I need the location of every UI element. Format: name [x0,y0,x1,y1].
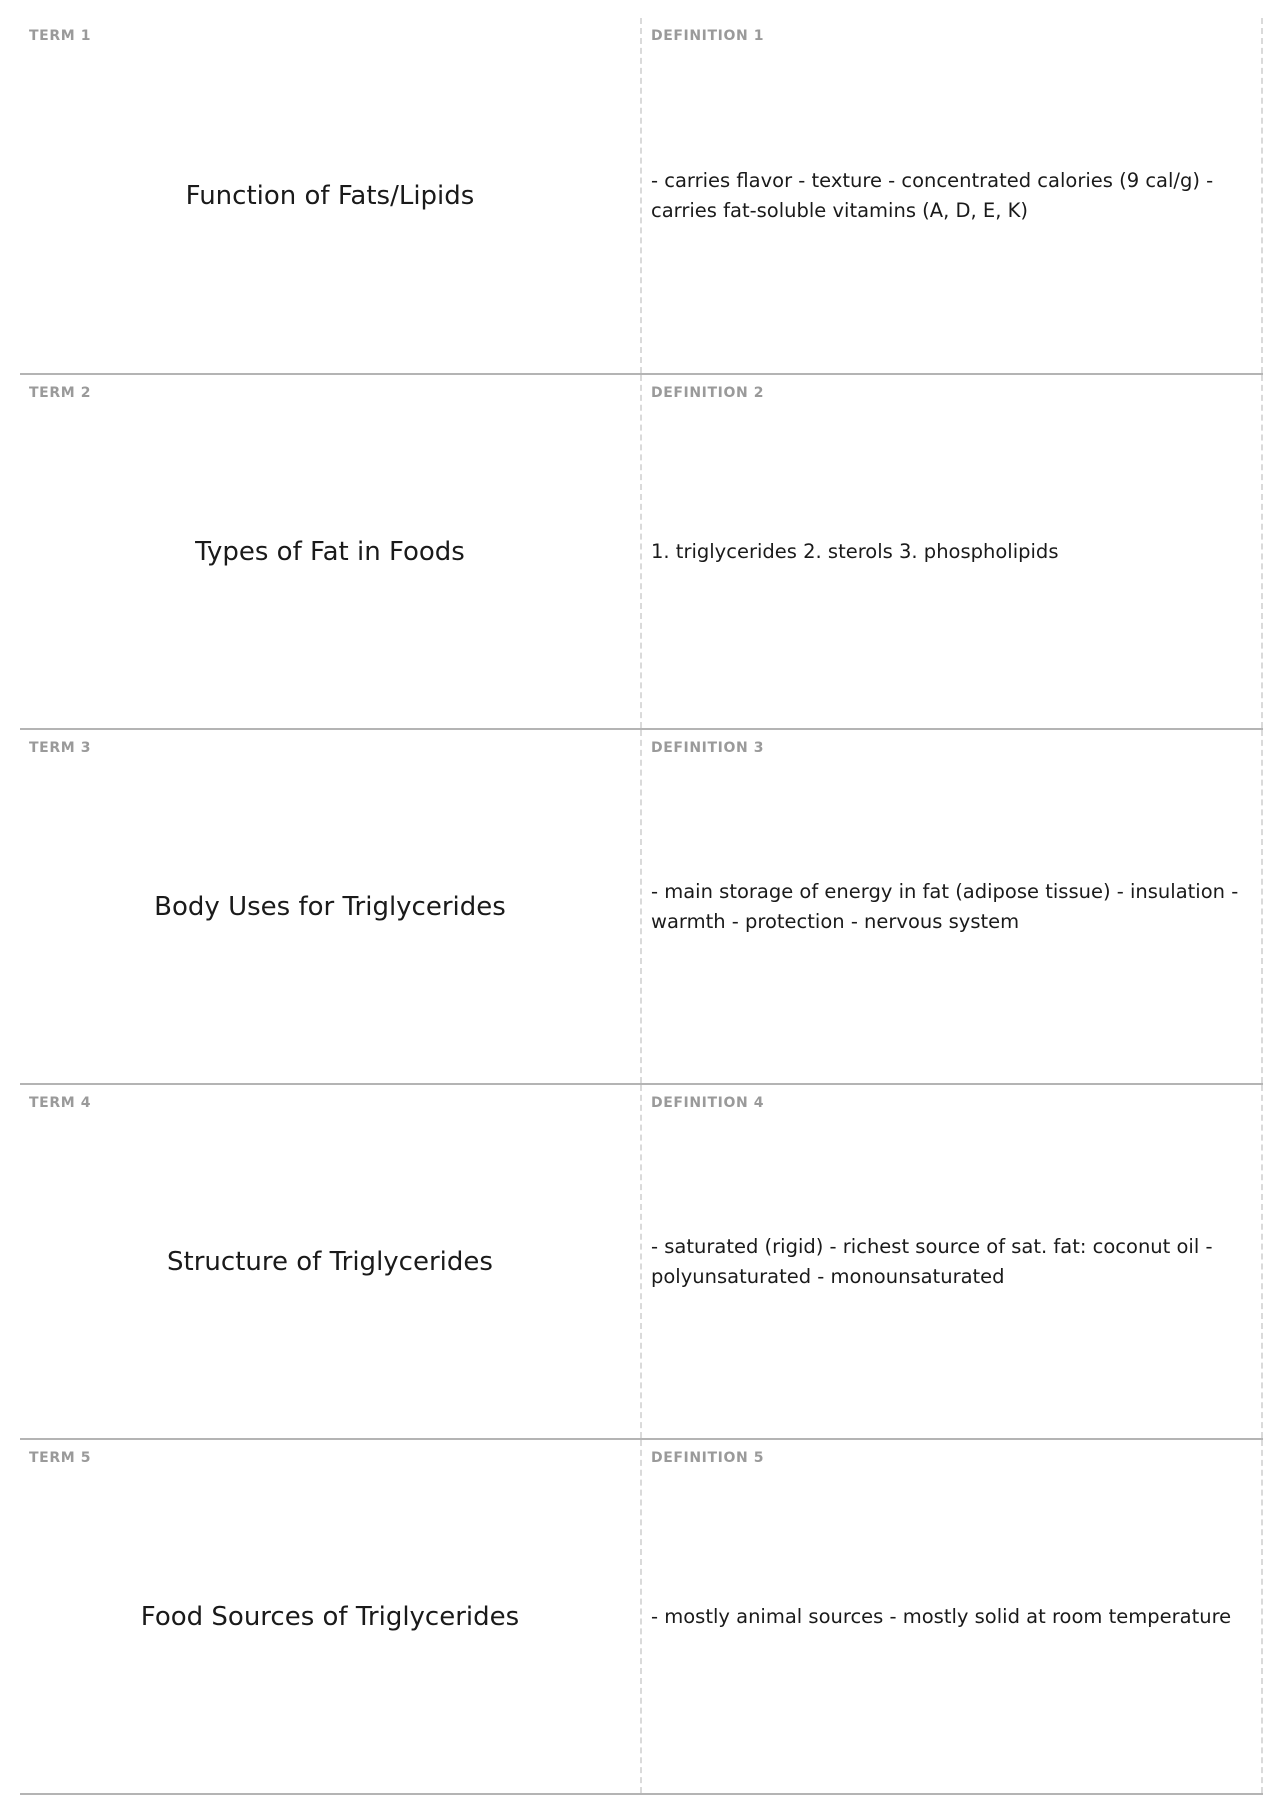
term-label-3: TERM 3 [29,740,92,756]
definition-cell-5 [642,1440,1263,1793]
flashcard-row-1 [20,18,1263,375]
definition-text-4: - saturated (rigid) - richest source of sat. fat: coconut oil - polyunsaturated - monounsaturated [651,1234,1213,1288]
definition-cell-4 [642,1085,1263,1438]
term-label-4: TERM 4 [29,1095,92,1111]
term-label-1: TERM 1 [29,28,92,44]
flashcard-row-4 [20,1085,1263,1440]
definition-label-2: DEFINITION 2 [651,385,765,401]
term-cell-2 [20,375,642,728]
flashcard-row-3 [20,730,1263,1085]
definition-text-2: 1. triglycerides 2. sterols 3. phospholipids [651,539,1059,563]
term-text-5: Food Sources of Triglycerides [140,1601,520,1632]
definition-cell-1 [642,18,1263,373]
definition-cell-2 [642,375,1263,728]
definition-text-3: - main storage of energy in fat (adipose tissue) - insulation - warmth - protection - nervous system [651,879,1239,933]
definition-label-3: DEFINITION 3 [651,740,765,756]
term-label-5: TERM 5 [29,1450,92,1466]
definition-cell-3 [642,730,1263,1083]
term-cell-3 [20,730,642,1083]
term-cell-4 [20,1085,642,1438]
flashcard-row-2 [20,375,1263,730]
definition-label-5: DEFINITION 5 [651,1450,765,1466]
term-cell-1 [20,18,642,373]
term-text-4: Structure of Triglycerides [167,1246,493,1277]
term-text-1: Function of Fats/Lipids [185,180,475,211]
definition-text-5: - mostly animal sources - mostly solid at room temperature [651,1604,1232,1628]
definition-label-4: DEFINITION 4 [651,1095,765,1111]
definition-label-1: DEFINITION 1 [651,28,765,44]
term-label-2: TERM 2 [29,385,92,401]
flashcard-row-5 [20,1440,1263,1795]
flashcard-sheet [20,18,1263,1795]
term-text-3: Body Uses for Triglycerides [154,891,506,922]
term-cell-5 [20,1440,642,1793]
definition-text-1: - carries flavor - texture - concentrated calories (9 cal/g) - carries fat-soluble vitamins (A, D, E, K) [651,168,1214,222]
term-text-2: Types of Fat in Foods [195,536,465,567]
